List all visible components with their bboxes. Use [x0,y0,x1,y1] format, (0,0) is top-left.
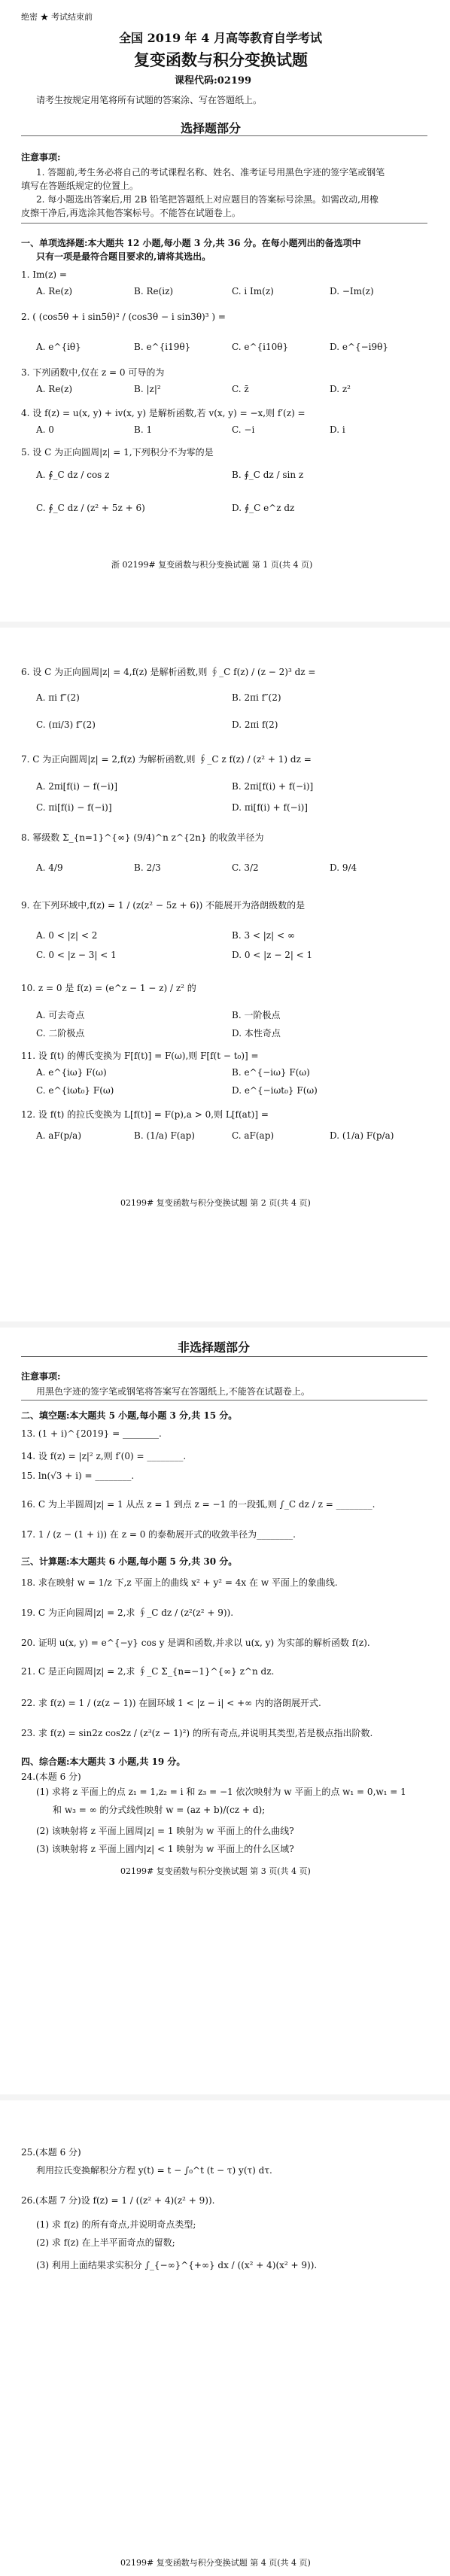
q12-option-d: D. (1/a) F(p/a) [330,1130,394,1141]
q9-option-d: D. 0 < |z − 2| < 1 [232,950,313,960]
q11-option-a: A. e^{iω} F(ω) [36,1067,107,1078]
q6-option-d: D. 2πi f(2) [232,719,278,730]
question-11: 11. 设 f(t) 的傅氏变换为 F[f(t)] = F(ω),则 F[f(t − t₀)] = [21,1051,259,1061]
question-1: 1. Im(z) = [21,269,67,280]
divider [21,1356,427,1357]
q8-option-b: B. 2/3 [134,862,161,873]
question-15: 15. ln(√3 + i) = ________. [21,1470,135,1481]
q5-option-a: A. ∮_C dz / cos z [36,470,110,480]
section-2-heading: 二、填空题:本大题共 5 小题,每小题 3 分,共 15 分。 [21,1410,238,1421]
q2-option-d: D. e^{−i9θ} [330,342,388,352]
notice-title: 注意事项: [21,1371,61,1382]
question-17: 17. 1 / (z − (1 + i)) 在 z = 0 的泰勒展开式的收敛半径为________. [21,1529,296,1540]
q1-option-d: D. −Im(z) [330,286,374,297]
q5-option-c: C. ∮_C dz / (z² + 5z + 6) [36,503,145,513]
course-code: 课程代码:02199 [175,75,252,87]
question-13: 13. (1 + i)^{2019} = ________. [21,1428,162,1439]
q26-part-1: (1) 求 f(z) 的所有奇点,并说明奇点类型; [36,2219,196,2230]
q7-option-c: C. πi[f(i) − f(−i)] [36,802,112,813]
q2-option-c: C. e^{i10θ} [232,342,289,352]
q1-option-a: A. Re(z) [36,286,73,297]
q7-option-d: D. πi[f(i) + f(−i)] [232,802,308,813]
question-18: 18. 求在映射 w = 1/z 下,z 平面上的曲线 x² + y² = 4x 在 w 平面上的象曲线. [21,1577,338,1588]
q24-part-2: (2) 该映射将 z 平面上圆周|z| = 1 映射为 w 平面上的什么曲线? [36,1826,294,1836]
q5-option-d: D. ∮_C e^z dz [232,503,295,513]
instruction: 请考生按规定用笔将所有试题的答案涂、写在答题纸上。 [36,95,263,105]
q6-option-b: B. 2πi f″(2) [232,692,281,703]
question-16: 16. C 为上半圆周|z| = 1 从点 z = 1 到点 z = −1 的一段弧,则 ∫_C dz / z = ________. [21,1499,376,1510]
q6-option-c: C. (πi/3) f″(2) [36,719,96,730]
q8-option-d: D. 9/4 [330,862,357,873]
section-3-heading: 三、计算题:本大题共 6 小题,每小题 5 分,共 30 分。 [21,1556,238,1567]
question-25-body: 利用拉氏变换解积分方程 y(t) = t − ∫₀^t (t − τ) y(τ) dτ. [36,2165,272,2176]
question-10: 10. z = 0 是 f(z) = (e^z − 1 − z) / z² 的 [21,983,196,993]
page-footer: 浙 02199# 复变函数与积分变换试题 第 1 页(共 4 页) [111,560,313,570]
question-25: 25.(本题 6 分) [21,2147,81,2158]
q1-option-b: B. Re(iz) [134,286,174,297]
question-6: 6. 设 C 为正向圆周|z| = 4,f(z) 是解析函数,则 ∮_C f(z) / (z − 2)³ dz = [21,667,316,677]
part2-title: 非选择题部分 [178,1340,251,1355]
paper-title: 复变函数与积分变换试题 [134,50,308,69]
q4-option-a: A. 0 [36,424,54,435]
notice-title: 注意事项: [21,152,61,163]
q9-option-c: C. 0 < |z − 3| < 1 [36,950,117,960]
q10-option-d: D. 本性奇点 [232,1028,281,1039]
notice-2a: 2. 每小题选出答案后,用 2B 铅笔把答题纸上对应题目的答案标号涂黑。如需改动,用橡 [36,194,379,205]
q11-option-c: C. e^{iωt₀} F(ω) [36,1085,114,1096]
page-1 [0,0,450,628]
page-footer: 02199# 复变函数与积分变换试题 第 3 页(共 4 页) [120,1866,311,1876]
notice-1b: 填写在答题纸规定的位置上。 [21,181,139,191]
q7-option-a: A. 2πi[f(i) − f(−i)] [36,781,118,792]
q24-part-1b: 和 w₃ = ∞ 的分式线性映射 w = (az + b)/(cz + d); [53,1805,266,1815]
question-9: 9. 在下列环域中,f(z) = 1 / (z(z² − 5z + 6)) 不能展开为洛朗级数的是 [21,900,306,911]
page-footer: 02199# 复变函数与积分变换试题 第 4 页(共 4 页) [120,2558,311,2568]
q3-option-c: C. z̄ [232,384,249,394]
q12-option-a: A. aF(p/a) [36,1130,82,1141]
section-4-heading: 四、综合题:本大题共 3 小题,共 19 分。 [21,1756,186,1767]
page-gap [0,1321,450,1328]
q3-option-a: A. Re(z) [36,384,73,394]
q24-part-3: (3) 该映射将 z 平面上圆内|z| < 1 映射为 w 平面上的什么区域? [36,1844,294,1854]
question-23: 23. 求 f(z) = sin2z cos2z / (z³(z − 1)²) 的所有奇点,并说明其类型,若是极点指出阶数. [21,1728,373,1738]
q10-option-a: A. 可去奇点 [36,1010,85,1020]
q2-option-b: B. e^{i19θ} [134,342,191,352]
q26-part-2: (2) 求 f(z) 在上半平面奇点的留数; [36,2237,175,2248]
question-5: 5. 设 C 为正向圆周|z| = 1,下列积分不为零的是 [21,447,214,458]
q9-option-a: A. 0 < |z| < 2 [36,930,98,941]
section-1-heading-cont: 只有一项是最符合题目要求的,请将其选出。 [36,251,211,262]
question-22: 22. 求 f(z) = 1 / (z(z − 1)) 在圆环域 1 < |z − i| < +∞ 内的洛朗展开式. [21,1698,321,1708]
page-4 [0,2100,450,2576]
notice-2b: 皮擦干净后,再选涂其他答案标号。不能答在试题卷上。 [21,208,241,218]
q6-option-a: A. πi f″(2) [36,692,80,703]
q10-option-b: B. 一阶极点 [232,1010,281,1020]
question-7: 7. C 为正向圆周|z| = 2,f(z) 为解析函数,则 ∮_C z f(z) / (z² + 1) dz = [21,754,312,765]
notice: 用黑色字迹的签字笔或钢笔将答案写在答题纸上,不能答在试题卷上。 [36,1386,310,1397]
divider [21,1400,427,1401]
question-12: 12. 设 f(t) 的拉氏变换为 L[f(t)] = F(p),a > 0,则 L[f(at)] = [21,1109,269,1120]
question-8: 8. 幂级数 Σ_{n=1}^{∞} (9/4)^n z^{2n} 的收敛半径为 [21,832,264,843]
q3-option-b: B. |z|² [134,384,161,394]
q5-option-b: B. ∮_C dz / sin z [232,470,304,480]
q11-option-b: B. e^{−iω} F(ω) [232,1067,310,1078]
exam-title: 全国 2019 年 4 月高等教育自学考试 [119,31,322,45]
q1-option-c: C. i Im(z) [232,286,274,297]
q4-option-d: D. i [330,424,345,435]
q11-option-d: D. e^{−iωt₀} F(ω) [232,1085,318,1096]
q4-option-b: B. 1 [134,424,153,435]
q10-option-c: C. 二阶极点 [36,1028,85,1039]
question-19: 19. C 为正向圆周|z| = 2,求 ∮_C dz / (z²(z² + 9)). [21,1607,234,1618]
divider [21,135,427,136]
page-gap [0,2094,450,2100]
divider [21,223,427,224]
page-3 [0,1328,450,2100]
page-2 [0,628,450,1328]
question-3: 3. 下列函数中,仅在 z = 0 可导的为 [21,367,165,378]
question-21: 21. C 是正向圆周|z| = 2,求 ∮_C Σ_{n=−1}^{∞} z^n dz. [21,1666,275,1677]
question-24: 24.(本题 6 分) [21,1772,81,1782]
q26-part-3: (3) 利用上面结果求实积分 ∫_{−∞}^{+∞} dx / ((x² + 4)(x² + 9)). [36,2260,318,2270]
q12-option-b: B. (1/a) F(ap) [134,1130,195,1141]
q7-option-b: B. 2πi[f(i) + f(−i)] [232,781,314,792]
q8-option-a: A. 4/9 [36,862,63,873]
question-26: 26.(本题 7 分)设 f(z) = 1 / ((z² + 4)(z² + 9)). [21,2195,215,2206]
notice-1a: 1. 答题前,考生务必将自己的考试课程名称、姓名、准考证号用黑色字迹的签字笔或钢笔 [36,167,385,178]
page-gap [0,622,450,628]
page-footer: 02199# 复变函数与积分变换试题 第 2 页(共 4 页) [120,1198,311,1208]
question-4: 4. 设 f(z) = u(x, y) + iv(x, y) 是解析函数,若 v(x, y) = −x,则 f′(z) = [21,408,306,418]
q4-option-c: C. −i [232,424,255,435]
secret-label: 绝密 ★ 考试结束前 [21,12,93,22]
question-14: 14. 设 f(z) = |z|² z,则 f′(0) = ________. [21,1451,187,1461]
section-1-heading: 一、单项选择题:本大题共 12 小题,每小题 3 分,共 36 分。在每小题列出的备选项中 [21,238,361,248]
q2-option-a: A. e^{iθ} [36,342,81,352]
question-2: 2. ( (cos5θ + i sin5θ)² / (cos3θ − i sin3θ)³ ) = [21,312,226,322]
part1-title: 选择题部分 [181,121,242,135]
question-20: 20. 证明 u(x, y) = e^{−y} cos y 是调和函数,并求以 u(x, y) 为实部的解析函数 f(z). [21,1638,370,1648]
q9-option-b: B. 3 < |z| < ∞ [232,930,295,941]
q12-option-c: C. aF(ap) [232,1130,275,1141]
q24-part-1a: (1) 求将 z 平面上的点 z₁ = 1,z₂ = i 和 z₃ = −1 依次映射为 w 平面上的点 w₁ = 0,w₁ = 1 [36,1787,406,1797]
q3-option-d: D. z² [330,384,351,394]
q8-option-c: C. 3/2 [232,862,259,873]
